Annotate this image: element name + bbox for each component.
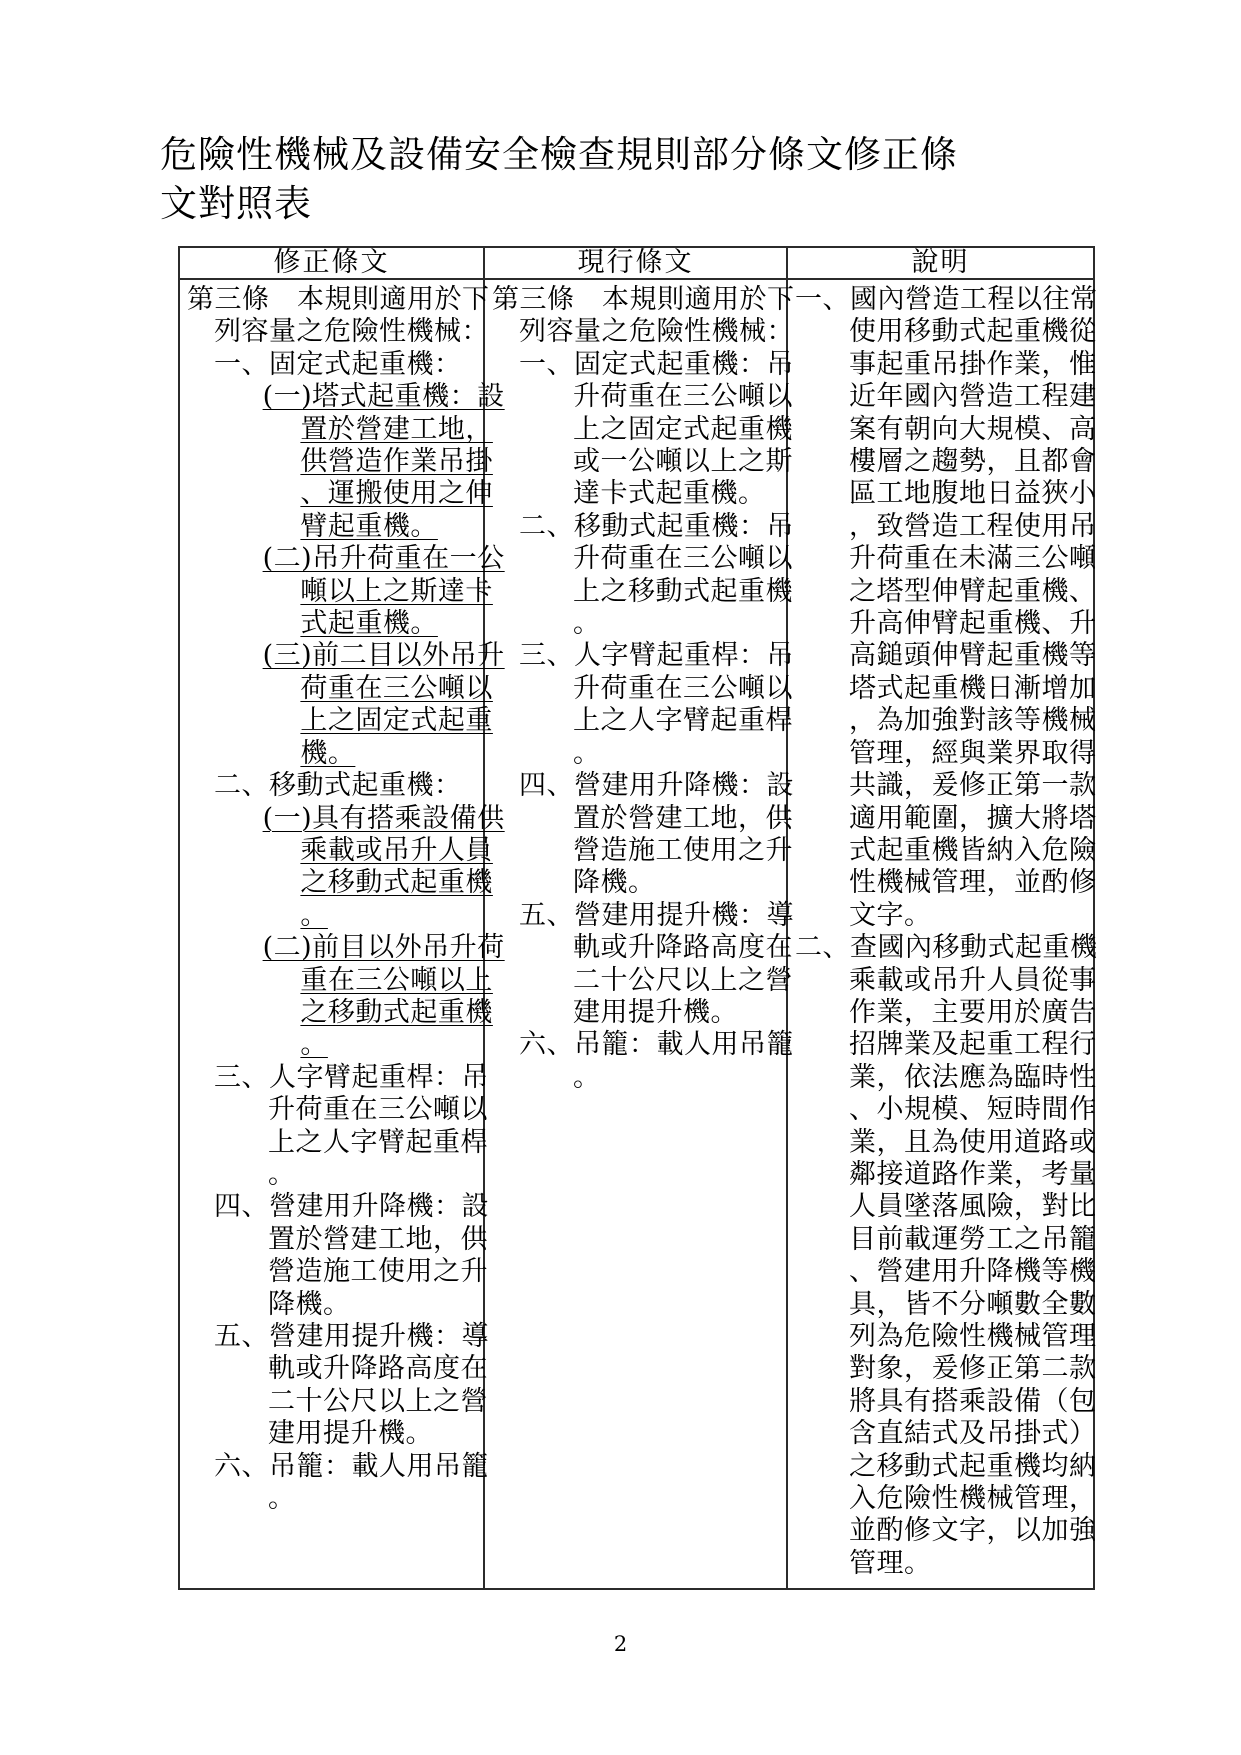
table-header-row	[180, 248, 1093, 280]
text-line: 業，依法應為臨時性	[849, 1061, 1097, 1093]
cell-current-provisions	[485, 280, 795, 1588]
text-line: 。	[300, 1029, 328, 1061]
text-line: 招牌業及起重工程行	[849, 1029, 1097, 1061]
text-line: 目前載運勞工之吊籠	[849, 1223, 1097, 1255]
text-line: 六、吊籠：載人用吊籠	[214, 1450, 489, 1482]
text-line: 、運搬使用之伸	[300, 478, 493, 510]
text-line: 性機械管理，並酌修	[849, 867, 1097, 899]
text-line: 二十公尺以上之營	[268, 1385, 488, 1417]
text-line: (一)具有搭乘設備供	[262, 802, 505, 834]
text-line: 區工地腹地日益狹小	[849, 478, 1097, 510]
column-header-current-provisions: 現行條文	[485, 248, 788, 280]
text-line: 含直結式及吊掛式）	[849, 1418, 1097, 1450]
text-line: 管理。	[849, 1547, 932, 1579]
text-line: 建用提升機。	[573, 996, 738, 1028]
text-line: 並酌修文字，以加強	[849, 1515, 1097, 1547]
text-line: 三、人字臂起重桿：吊	[214, 1061, 489, 1093]
text-line: 將具有搭乘設備（包	[849, 1385, 1097, 1417]
title-line: 文對照表	[160, 182, 312, 225]
text-line: 三、人字臂起重桿：吊	[519, 640, 794, 672]
text-line: 上之人字臂起重桿	[573, 705, 793, 737]
text-line: 樓層之趨勢，且都會	[849, 446, 1097, 478]
text-line: 列容量之危險性機械：	[214, 316, 489, 348]
text-line: ，致營造工程使用吊	[849, 510, 1097, 542]
text-line: 營造施工使用之升	[573, 834, 793, 866]
text-line: 。	[573, 737, 601, 769]
text-line: 置於營建工地，	[300, 413, 493, 445]
text-line: 升荷重在三公噸以	[573, 543, 793, 575]
text-line: (三)前二目以外吊升	[262, 640, 505, 672]
text-line: 鄰接道路作業，考量	[849, 1158, 1097, 1190]
text-line: 。	[268, 1158, 296, 1190]
text-line: 四、營建用升降機：設	[519, 770, 794, 802]
text-line: 之塔型伸臂起重機、	[849, 575, 1097, 607]
text-line: 人員墜落風險，對比	[849, 1191, 1097, 1223]
text-line: 、營建用升降機等機	[849, 1256, 1097, 1288]
table-body-row	[180, 280, 1098, 1588]
text-line: 乘載或吊升人員	[300, 834, 493, 866]
text-line: 具，皆不分噸數全數	[849, 1288, 1097, 1320]
column-header-amended-provisions: 修正條文	[180, 248, 485, 280]
text-line: 上之移動式起重機	[573, 575, 793, 607]
text-line: 上之固定式起重機	[573, 413, 793, 445]
text-line: 共識，爰修正第一款	[849, 770, 1097, 802]
text-line: 或一公噸以上之斯	[573, 446, 793, 478]
text-line: 置於營建工地，供	[268, 1223, 488, 1255]
text-line: 六、吊籠：載人用吊籠	[519, 1029, 794, 1061]
text-line: 升荷重在三公噸以	[573, 381, 793, 413]
cell-explanation	[788, 280, 1098, 1588]
text-line: 事起重吊掛作業，惟	[849, 348, 1097, 380]
text-line: 荷重在三公噸以	[300, 672, 493, 704]
text-line: 式起重機皆納入危險	[849, 834, 1097, 866]
text-line: 上之固定式起重	[300, 705, 493, 737]
text-line: 升荷重在未滿三公噸	[849, 543, 1097, 575]
text-line: 二、移動式起重機：	[214, 770, 462, 802]
text-line: 噸以上之斯達卡	[300, 575, 493, 607]
text-line: 管理，經與業界取得	[849, 737, 1097, 769]
text-line: 升荷重在三公噸以	[268, 1094, 488, 1126]
text-line: 對象，爰修正第二款	[849, 1353, 1097, 1385]
text-line: 第三條 本規則適用於下	[187, 284, 490, 315]
text-line: 升高伸臂起重機、升	[849, 608, 1097, 640]
text-line: 軌或升降路高度在	[268, 1353, 488, 1385]
text-line: 列為危險性機械管理	[849, 1321, 1097, 1352]
text-line: 一、固定式起重機：	[214, 348, 462, 380]
text-line: 業，且為使用道路或	[849, 1126, 1097, 1158]
text-line: 重在三公噸以上	[300, 964, 493, 996]
text-line: 五、營建用提升機：導	[214, 1321, 489, 1352]
text-line: (一)塔式起重機：設	[262, 381, 505, 413]
text-line: 建用提升機。	[268, 1418, 433, 1450]
text-line: 二、移動式起重機：吊	[519, 510, 794, 542]
text-line: 之移動式起重機	[300, 996, 493, 1028]
text-line: 機。	[300, 737, 356, 769]
column-header-explanation: 說明	[788, 248, 1093, 280]
text-line: 供營造作業吊掛	[300, 446, 493, 478]
text-line: 使用移動式起重機從	[849, 316, 1097, 348]
text-line: 五、營建用提升機：導	[519, 899, 794, 931]
text-line: 入危險性機械管理，	[849, 1483, 1097, 1515]
text-line: 升荷重在三公噸以	[573, 672, 793, 704]
text-line: 塔式起重機日漸增加	[849, 672, 1097, 704]
text-line: 臂起重機。	[300, 510, 438, 542]
text-line: 降機。	[573, 867, 656, 899]
text-line: 軌或升降路高度在	[573, 932, 793, 964]
text-line: 第三條 本規則適用於下	[492, 284, 795, 315]
text-line: 作業，主要用於廣告	[849, 996, 1097, 1028]
text-line: 。	[573, 1061, 601, 1093]
text-line: (二)前目以外吊升荷	[262, 932, 505, 964]
text-line: 。	[300, 899, 328, 931]
title-line: 危險性機械及設備安全檢查規則部分條文修正條	[160, 133, 958, 176]
text-line: 乘載或吊升人員從事	[849, 964, 1097, 996]
text-line: 近年國內營造工程建	[849, 381, 1097, 413]
text-line: 高鎚頭伸臂起重機等	[849, 640, 1097, 672]
text-line: 達卡式起重機。	[573, 478, 766, 510]
text-line: ，為加強對該等機械	[849, 705, 1097, 737]
text-line: 。	[268, 1483, 296, 1515]
text-line: (二)吊升荷重在一公	[262, 543, 505, 575]
text-line: 列容量之危險性機械：	[519, 316, 794, 348]
text-line: 上之人字臂起重桿	[268, 1126, 488, 1158]
text-line: 置於營建工地，供	[573, 802, 793, 834]
text-line: 之移動式起重機均納	[849, 1450, 1097, 1482]
text-line: 一、國內營造工程以往常	[795, 284, 1098, 315]
text-line: 、小規模、短時間作	[849, 1094, 1097, 1126]
text-line: 。	[573, 608, 601, 640]
text-line: 四、營建用升降機：設	[214, 1191, 489, 1223]
text-line: 營造施工使用之升	[268, 1256, 488, 1288]
page-number: 2	[613, 1632, 628, 1656]
text-line: 一、固定式起重機：吊	[519, 348, 794, 380]
text-line: 二、查國內移動式起重機	[795, 932, 1098, 964]
text-line: 降機。	[268, 1288, 351, 1320]
cell-amended-provisions	[180, 280, 505, 1588]
comparison-table	[178, 246, 1098, 1590]
text-line: 案有朝向大規模、高	[849, 413, 1097, 445]
text-line: 適用範圍，擴大將塔	[849, 802, 1097, 834]
document-title	[160, 130, 1020, 228]
text-line: 文字。	[849, 899, 932, 931]
text-line: 式起重機。	[300, 608, 438, 640]
text-line: 二十公尺以上之營	[573, 964, 793, 996]
text-line: 之移動式起重機	[300, 867, 493, 899]
